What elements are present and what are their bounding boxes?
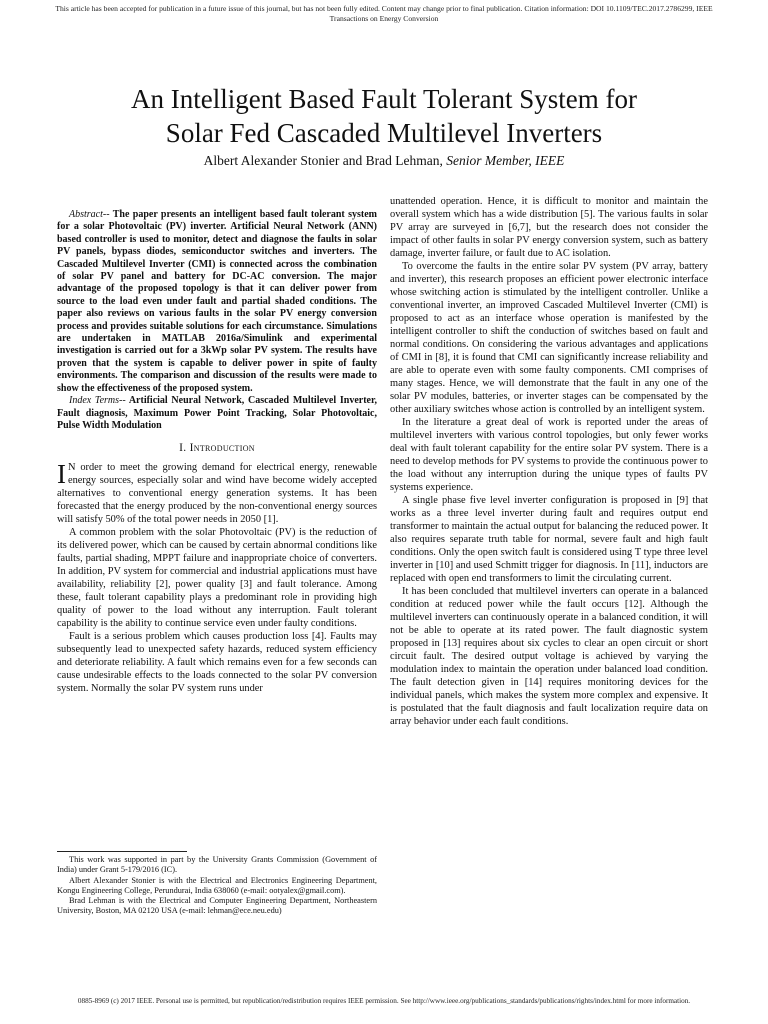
paper-title — [40, 82, 728, 150]
author-role: Senior Member, IEEE — [446, 153, 565, 168]
abstract — [57, 209, 377, 395]
title-line2: Solar Fed Cascaded Multilevel Inverters — [165, 118, 603, 148]
author-names: Albert Alexander Stonier and Brad Lehman, — [203, 153, 447, 168]
body-paragraph-2: To overcome the faults in the entire solar PV system (PV array, battery and inverter), this research proposes an efficient power electronic interface whose switching action is stimulated by the intelligent controller. Unlike a conventional inverter, an improved Cascaded Multilevel Inverter (CMI) is proposed to act as an interface whose operation is manifested by the intelligent controller to shift the conduction of switches based on fault and normal conditions. On considering the various advantages and applications of CMI in [8], it is found that CMI can significantly increase reliability and are able to operate even with some faulty components. CMI comprises of many stages. Hence, we will demonstrate that the fault in any one of the solar PV modules, batteries, or inverter stages can be compensated by the other auxiliary switches whose action is controlled by an intelligent system. — [390, 261, 708, 415]
right-column — [390, 195, 708, 728]
intro-paragraph-2: A common problem with the solar Photovoltaic (PV) is the reduction of its delivered power, which can be caused by certain abnormal conditions like faults, partial shading, MPPT failure and inappropriate choice of converters. In addition, PV system for commercial and industrial applications must have availability, reliability [2], power quality [3] and fault tolerance. Among these, fault tolerant capability plays a predominant role in providing high quality of power to the load without any interruption. Fault tolerant capability is the ability to continue service even under faulty conditions. — [57, 527, 377, 630]
abstract-text: The paper presents an intelligent based fault tolerant system for a solar Photovoltaic (PV) inverter. Artificial Neural Network (ANN) based controller is used to monitor, detect and diagnose the faults in solar PV panels, bypass diodes, semiconductor switches and inverters. The Cascaded Multilevel Inverter (CMI) is connected across the combination of solar PV panel and battery for DC-AC conversion. The major advantage of the proposed topology is that it can deliver power from source to the load even under fault and partial shaded conditions. The paper also reviews on various faults in the solar PV energy conversion process and provides suitable solutions for each circumstance. Simulations are undertaken in MATLAB 2016a/Simulink and experimental investigation is carried out for a 3kWp solar PV system. The results have proven that the system is capable to deliver power in spite of faulty environments. The comparison and discussion of the results were made to show the effectiveness of the proposed system. — [57, 209, 377, 394]
footnote-author-1: Albert Alexander Stonier is with the Electrical and Electronics Engineering Department, Kongu Engineering College, Perundurai, India 638060 (e-mail: ootyalex@gmail.com). — [57, 875, 377, 895]
footnote-funding: This work was supported in part by the University Grants Commission (Government of India) under Grant 5-179/2016 (IC). — [57, 855, 377, 875]
body-paragraph-5: It has been concluded that multilevel inverters can operate in a balanced condition at reduced power while the fault occurs [12]. Although the multilevel inverters can continuously operate in a balanced condition, it will not be able to operate at its rated power. The fault diagnostic system proposed in [13] requires about six cycles to clear an open circuit or short circuit fault. The desired output voltage is achieved by varying the modulation index to maintain the operation under balanced load condition. The fault detection given in [14] requires monitoring devices for the individual panels, which makes the system more complex and expensive. It is postulated that the fault diagnosis and fault localization require data on array behavior under each fault conditions. — [390, 586, 708, 727]
index-terms-label: Index Terms-- — [69, 395, 126, 407]
journal-notice-line1: This article has been accepted for publication in a future issue of this journal, but has not been fully edited. Content may change prior to final publication. Citation information: DOI 10.1109/TEC.2017.2786299, IEEE — [55, 4, 713, 13]
section-numeral: I. — [179, 442, 190, 455]
journal-notice-line2: Transactions on Energy Conversion — [329, 14, 439, 23]
body-paragraph-1: unattended operation. Hence, it is difficult to monitor and maintain the overall system which has a wide distribution [5]. The various faults in solar PV array are surveyed in [6,7], but the research does not consider the impact of other faults in solar PV energy conversion system, such as battery damage, inverter failure, or fault due to AC isolation. — [390, 196, 708, 259]
section-title: Introduction — [189, 442, 255, 455]
index-terms-text: Artificial Neural Network, Cascaded Multilevel Inverter, Fault diagnosis, Maximum Power Point Tracking, Solar Photovoltaic, Pulse Width Modulation — [57, 395, 377, 431]
journal-notice — [0, 4, 768, 24]
body-paragraph-3: In the literature a great deal of work is reported under the areas of multilevel inverters with various control topologies, but only fewer works deal with fault tolerant capability for the entire solar PV system. There is a need to develop methods for PV systems to provide the continuous power to the load without any interruption during the unique types of faults PV systems experience. — [390, 417, 708, 493]
footnotes — [57, 855, 377, 917]
body-paragraph-4: A single phase five level inverter configuration is proposed in [9] that works as a three level inverter during fault and requires output end transformer to maintain the actual output for balancing the reduced power. It also requires separate truth table for normal, severe fault and high fault conditions. Only the open switch fault is considered using T type three level inverter in [10] and used Schmitt trigger for diagnosis. In [11], inductors are replaced with open end transformers to limit the circulating current. — [390, 495, 708, 584]
intro-paragraph-3: Fault is a serious problem which causes production loss [4]. Faults may subsequently lead to unexpected safety hazards, reduced system efficiency and deteriorate reliability. A fault which remains even for a few seconds can cause undesirable effects to the loads connected to the solar PV conversion system. Normally the solar PV system runs under — [57, 631, 377, 695]
left-column — [57, 209, 377, 695]
title-line1: An Intelligent Based Fault Tolerant System for — [130, 84, 638, 114]
footnote-divider — [57, 851, 187, 852]
section-heading-introduction — [57, 442, 377, 455]
copyright-notice: 0885-8969 (c) 2017 IEEE. Personal use is permitted, but republication/redistribution requires IEEE permission. See http://www.ieee.org/publications_standards/publications/rights/index.html for more information. — [77, 997, 691, 1005]
abstract-label: Abstract-- — [69, 209, 110, 220]
author-line — [40, 153, 728, 169]
intro-paragraph-1-text: N order to meet the growing demand for electrical energy, renewable energy sources, especially solar and wind have become widely accepted alternatives to conventional energy generation systems. It has been forecasted that the energy produced by the non-conventional energy sources will satisfy 50% of the total power needs in 2050 [1]. — [57, 462, 377, 526]
footnote-author-2: Brad Lehman is with the Electrical and Computer Engineering Department, Northeastern University, Boston, MA 02120 USA (e-mail: lehman@ece.neu.edu) — [57, 896, 377, 916]
drop-cap: I — [57, 459, 66, 490]
index-terms — [57, 395, 377, 432]
intro-paragraph-1 — [57, 461, 377, 526]
